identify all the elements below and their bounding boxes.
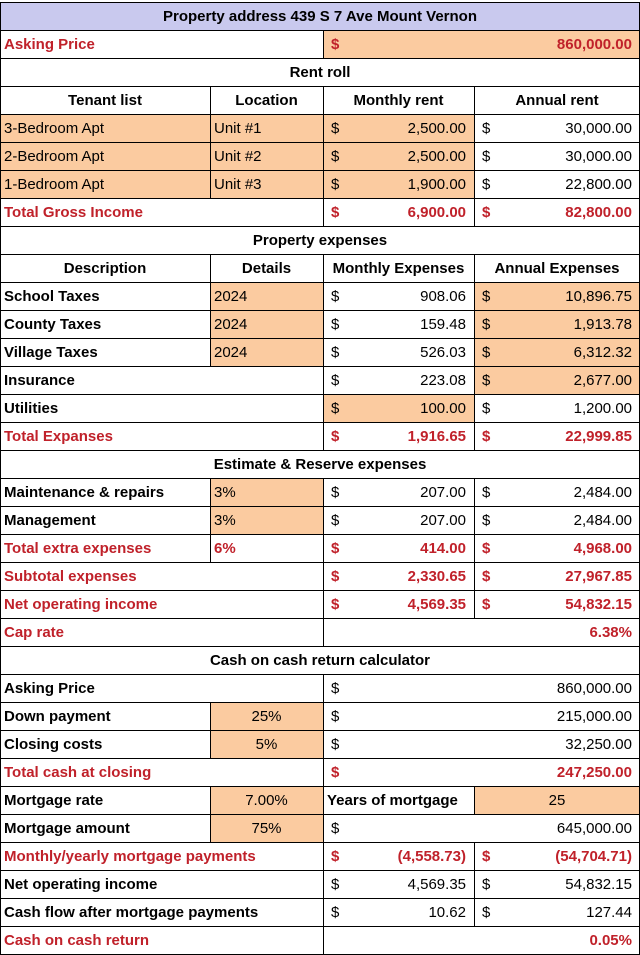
expense-description: School Taxes bbox=[4, 288, 100, 305]
grid-line bbox=[0, 58, 640, 59]
annual-reserve-cell[interactable] bbox=[474, 479, 640, 506]
currency-symbol: $ bbox=[331, 148, 340, 165]
reserve-percent-cell[interactable]: 3% bbox=[210, 507, 323, 534]
currency-symbol: $ bbox=[482, 540, 491, 557]
grid-line bbox=[210, 786, 211, 842]
total-gross-income-annual[interactable] bbox=[474, 199, 640, 226]
currency-symbol: $ bbox=[482, 316, 491, 333]
closing-costs-percent[interactable]: 5% bbox=[210, 731, 323, 758]
monthly-rent-value: 1,900.00 bbox=[407, 176, 466, 193]
col-header-description: Description bbox=[63, 260, 147, 277]
grid-line bbox=[474, 254, 475, 450]
currency-symbol: $ bbox=[331, 288, 340, 305]
mortgage-amount-percent[interactable]: 75% bbox=[210, 815, 323, 842]
grid-line bbox=[0, 170, 640, 171]
total-monthly-value: 1,916.65 bbox=[407, 428, 466, 445]
currency-symbol: $ bbox=[331, 120, 340, 137]
grid-line bbox=[0, 226, 640, 227]
total-annual-value: 22,999.85 bbox=[565, 428, 632, 445]
coc-noi-annual[interactable] bbox=[474, 871, 640, 898]
grid-line bbox=[323, 30, 324, 58]
cash-flow-monthly-value: 10.62 bbox=[428, 904, 466, 921]
noi-monthly-value: 4,569.35 bbox=[407, 596, 466, 613]
grid-line bbox=[0, 450, 640, 451]
closing-costs-label: Closing costs bbox=[4, 736, 103, 753]
coc-noi-monthly-value: 4,569.35 bbox=[407, 876, 466, 893]
currency-symbol: $ bbox=[331, 344, 340, 361]
currency-symbol: $ bbox=[331, 372, 340, 389]
annual-expense-cell[interactable] bbox=[474, 367, 640, 394]
currency-symbol: $ bbox=[331, 512, 340, 529]
annual-reserve-value: 2,484.00 bbox=[573, 484, 632, 501]
col-header-location: Location bbox=[235, 92, 298, 109]
annual-expense-value: 1,200.00 bbox=[573, 400, 632, 417]
grid-line bbox=[0, 926, 640, 927]
currency-symbol: $ bbox=[331, 708, 340, 725]
tenant-cell[interactable]: 3-Bedroom Apt bbox=[0, 115, 210, 142]
grid-line bbox=[0, 2, 1, 955]
annual-rent-value: 30,000.00 bbox=[565, 120, 632, 137]
subtotal-annual[interactable] bbox=[474, 563, 640, 590]
expense-details-cell[interactable]: 2024 bbox=[210, 283, 323, 310]
currency-symbol: $ bbox=[482, 848, 491, 865]
grid-line bbox=[0, 870, 640, 871]
grid-line bbox=[0, 702, 640, 703]
currency-symbol: $ bbox=[331, 36, 340, 53]
total-cash-at-closing-label: Total cash at closing bbox=[4, 764, 152, 781]
col-header-annual-rent: Annual rent bbox=[515, 92, 599, 109]
cap-rate-value[interactable]: 6.38% bbox=[589, 624, 632, 641]
expense-details-cell[interactable]: 2024 bbox=[210, 339, 323, 366]
subtotal-monthly[interactable] bbox=[323, 563, 474, 590]
cash-flow-monthly[interactable] bbox=[323, 899, 474, 926]
coc-noi-annual-value: 54,832.15 bbox=[565, 876, 632, 893]
asking-price-cell[interactable] bbox=[323, 31, 640, 58]
col-header-annual-expenses: Annual Expenses bbox=[494, 260, 620, 277]
total-monthly-value: 414.00 bbox=[420, 540, 466, 557]
grid-line bbox=[0, 506, 640, 507]
total-extra-percent[interactable]: 6% bbox=[214, 540, 236, 557]
tenant-cell[interactable]: 1-Bedroom Apt bbox=[0, 171, 210, 198]
total-annual-value: 82,800.00 bbox=[565, 204, 632, 221]
cash-flow-annual-value: 127.44 bbox=[586, 904, 632, 921]
grid-line bbox=[0, 478, 640, 479]
monthly-reserve-value: 207.00 bbox=[420, 484, 466, 501]
reserve-expenses-title: Estimate & Reserve expenses bbox=[213, 456, 427, 473]
total-extra-annual[interactable] bbox=[474, 535, 640, 562]
grid-line bbox=[0, 786, 640, 787]
annual-expense-value: 10,896.75 bbox=[565, 288, 632, 305]
page-title[interactable]: Property address 439 S 7 Ave Mount Vernon bbox=[0, 2, 640, 30]
currency-symbol: $ bbox=[331, 484, 340, 501]
monthly-expense-cell[interactable] bbox=[323, 367, 474, 394]
currency-symbol: $ bbox=[482, 148, 491, 165]
currency-symbol: $ bbox=[482, 204, 491, 221]
grid-line bbox=[210, 86, 211, 198]
monthly-expense-value: 908.06 bbox=[420, 288, 466, 305]
currency-symbol: $ bbox=[482, 344, 491, 361]
cash-flow-label: Cash flow after mortgage payments bbox=[4, 904, 259, 921]
location-cell[interactable]: Unit #2 bbox=[210, 143, 323, 170]
location-cell[interactable]: Unit #1 bbox=[210, 115, 323, 142]
currency-symbol: $ bbox=[482, 400, 491, 417]
expense-description: County Taxes bbox=[4, 316, 102, 333]
grid-line bbox=[210, 478, 211, 562]
noi-annual-value: 54,832.15 bbox=[565, 596, 632, 613]
coc-asking-price-cell[interactable] bbox=[323, 675, 640, 702]
annual-payment-value: (54,704.71) bbox=[555, 848, 632, 865]
total-expenses-label: Total Expanses bbox=[4, 428, 113, 445]
grid-line bbox=[0, 758, 640, 759]
total-expenses-monthly[interactable] bbox=[323, 423, 474, 450]
annual-rent-cell[interactable] bbox=[474, 143, 640, 170]
annual-expense-cell[interactable] bbox=[474, 339, 640, 366]
annual-reserve-cell[interactable] bbox=[474, 507, 640, 534]
cash-on-cash-return-label: Cash on cash return bbox=[4, 932, 150, 949]
annual-rent-cell[interactable] bbox=[474, 171, 640, 198]
total-gross-income-label: Total Gross Income bbox=[4, 204, 143, 221]
currency-symbol: $ bbox=[482, 120, 491, 137]
currency-symbol: $ bbox=[482, 372, 491, 389]
reserve-description: Management bbox=[4, 512, 96, 529]
mortgage-rate-value[interactable]: 7.00% bbox=[210, 787, 323, 814]
currency-symbol: $ bbox=[482, 288, 491, 305]
currency-symbol: $ bbox=[482, 176, 491, 193]
grid-line bbox=[0, 282, 640, 283]
net-operating-income-label: Net operating income bbox=[4, 596, 158, 613]
grid-line bbox=[0, 422, 640, 423]
currency-symbol: $ bbox=[482, 512, 491, 529]
total-extra-monthly[interactable] bbox=[323, 535, 474, 562]
currency-symbol: $ bbox=[331, 316, 340, 333]
grid-line bbox=[0, 618, 640, 619]
down-payment-value: 215,000.00 bbox=[556, 708, 632, 725]
currency-symbol: $ bbox=[331, 540, 340, 557]
expense-details-cell[interactable]: 2024 bbox=[210, 311, 323, 338]
currency-symbol: $ bbox=[482, 876, 491, 893]
grid-line bbox=[0, 534, 640, 535]
grid-line bbox=[0, 86, 640, 87]
currency-symbol: $ bbox=[331, 428, 340, 445]
down-payment-percent[interactable]: 25% bbox=[210, 703, 323, 730]
noi-monthly[interactable] bbox=[323, 591, 474, 618]
grid-line bbox=[0, 730, 640, 731]
mortgage-amount-value: 645,000.00 bbox=[556, 820, 632, 837]
reserve-percent-cell[interactable]: 3% bbox=[210, 479, 323, 506]
total-extra-expenses-label: Total extra expenses bbox=[4, 540, 152, 557]
noi-annual[interactable] bbox=[474, 591, 640, 618]
expense-description: Utilities bbox=[4, 400, 59, 417]
total-annual-value: 4,968.00 bbox=[573, 540, 632, 557]
tenant-cell[interactable]: 2-Bedroom Apt bbox=[0, 143, 210, 170]
monthly-rent-value: 2,500.00 bbox=[407, 148, 466, 165]
annual-expense-value: 6,312.32 bbox=[573, 344, 632, 361]
closing-costs-cell[interactable] bbox=[323, 731, 640, 758]
grid-line bbox=[0, 646, 640, 647]
total-monthly-value: 6,900.00 bbox=[407, 204, 466, 221]
coc-asking-price-value: 860,000.00 bbox=[556, 680, 632, 697]
annual-reserve-value: 2,484.00 bbox=[573, 512, 632, 529]
cap-rate-label: Cap rate bbox=[4, 624, 65, 641]
col-header-details: Details bbox=[241, 260, 292, 277]
monthly-expense-value: 526.03 bbox=[420, 344, 466, 361]
monthly-expense-cell[interactable] bbox=[323, 283, 474, 310]
subtotal-monthly-value: 2,330.65 bbox=[407, 568, 466, 585]
currency-symbol: $ bbox=[331, 596, 340, 613]
grid-line bbox=[0, 394, 640, 395]
col-header-tenant: Tenant list bbox=[68, 92, 142, 109]
currency-symbol: $ bbox=[482, 568, 491, 585]
expense-description: Insurance bbox=[4, 372, 75, 389]
annual-expense-value: 2,677.00 bbox=[573, 372, 632, 389]
currency-symbol: $ bbox=[331, 820, 340, 837]
monthly-expense-value: 223.08 bbox=[420, 372, 466, 389]
grid-line bbox=[474, 86, 475, 226]
grid-line bbox=[323, 254, 324, 450]
annual-expense-value: 1,913.78 bbox=[573, 316, 632, 333]
currency-symbol: $ bbox=[331, 736, 340, 753]
total-gross-income-monthly[interactable] bbox=[323, 199, 474, 226]
annual-expense-cell[interactable] bbox=[474, 311, 640, 338]
currency-symbol: $ bbox=[331, 176, 340, 193]
grid-line bbox=[0, 842, 640, 843]
coc-asking-price-label: Asking Price bbox=[4, 680, 95, 697]
reserve-description: Maintenance & repairs bbox=[4, 484, 165, 501]
years-of-mortgage-label: Years of mortgage bbox=[327, 792, 458, 809]
monthly-expense-value: 159.48 bbox=[420, 316, 466, 333]
annual-rent-value: 30,000.00 bbox=[565, 148, 632, 165]
monthly-rent-cell[interactable] bbox=[323, 171, 474, 198]
grid-line bbox=[0, 198, 640, 199]
monthly-expense-cell[interactable] bbox=[323, 339, 474, 366]
coc-noi-monthly[interactable] bbox=[323, 871, 474, 898]
grid-line bbox=[0, 254, 640, 255]
grid-line bbox=[0, 814, 640, 815]
currency-symbol: $ bbox=[331, 904, 340, 921]
years-of-mortgage-value[interactable]: 25 bbox=[474, 787, 640, 814]
annual-expense-cell[interactable] bbox=[474, 395, 640, 422]
mortgage-payments-monthly[interactable] bbox=[323, 843, 474, 870]
mortgage-payments-annual[interactable] bbox=[474, 843, 640, 870]
mortgage-amount-label: Mortgage amount bbox=[4, 820, 130, 837]
mortgage-rate-label: Mortgage rate bbox=[4, 792, 104, 809]
col-header-monthly-expenses: Monthly Expenses bbox=[332, 260, 465, 277]
location-cell[interactable]: Unit #3 bbox=[210, 171, 323, 198]
monthly-rent-cell[interactable] bbox=[323, 143, 474, 170]
grid-line bbox=[210, 254, 211, 366]
total-expenses-annual[interactable] bbox=[474, 423, 640, 450]
mortgage-payments-label: Monthly/yearly mortgage payments bbox=[4, 848, 256, 865]
cash-on-cash-title: Cash on cash return calculator bbox=[209, 652, 431, 669]
expense-description: Village Taxes bbox=[4, 344, 98, 361]
cash-on-cash-return-value[interactable]: 0.05% bbox=[589, 932, 632, 949]
grid-line bbox=[0, 674, 640, 675]
down-payment-label: Down payment bbox=[4, 708, 111, 725]
annual-rent-cell[interactable] bbox=[474, 115, 640, 142]
rent-roll-title: Rent roll bbox=[289, 64, 351, 81]
currency-symbol: $ bbox=[482, 428, 491, 445]
grid-line bbox=[0, 2, 640, 3]
coc-noi-label: Net operating income bbox=[4, 876, 158, 893]
asking-price-value: 860,000.00 bbox=[556, 36, 632, 53]
grid-line bbox=[210, 702, 211, 758]
grid-line bbox=[474, 842, 475, 926]
col-header-monthly-rent: Monthly rent bbox=[353, 92, 444, 109]
grid-line bbox=[323, 478, 324, 646]
annual-rent-value: 22,800.00 bbox=[565, 176, 632, 193]
monthly-rent-cell[interactable] bbox=[323, 115, 474, 142]
total-cash-value: 247,250.00 bbox=[556, 764, 632, 781]
currency-symbol: $ bbox=[331, 568, 340, 585]
grid-line bbox=[0, 30, 640, 31]
grid-line bbox=[0, 310, 640, 311]
grid-line bbox=[0, 142, 640, 143]
monthly-reserve-cell[interactable] bbox=[323, 479, 474, 506]
currency-symbol: $ bbox=[331, 400, 340, 417]
monthly-expense-cell[interactable] bbox=[323, 395, 474, 422]
grid-line bbox=[0, 114, 640, 115]
grid-line bbox=[474, 786, 475, 814]
closing-costs-value: 32,250.00 bbox=[565, 736, 632, 753]
subtotal-annual-value: 27,967.85 bbox=[565, 568, 632, 585]
grid-line bbox=[0, 562, 640, 563]
currency-symbol: $ bbox=[482, 484, 491, 501]
mortgage-amount-cell[interactable] bbox=[323, 815, 640, 842]
cash-flow-annual[interactable] bbox=[474, 899, 640, 926]
monthly-reserve-cell[interactable] bbox=[323, 507, 474, 534]
monthly-expense-value: 100.00 bbox=[420, 400, 466, 417]
currency-symbol: $ bbox=[482, 596, 491, 613]
currency-symbol: $ bbox=[331, 848, 340, 865]
currency-symbol: $ bbox=[331, 680, 340, 697]
grid-line bbox=[323, 86, 324, 226]
annual-expense-cell[interactable] bbox=[474, 283, 640, 310]
currency-symbol: $ bbox=[482, 904, 491, 921]
grid-line bbox=[0, 898, 640, 899]
grid-line bbox=[323, 674, 324, 955]
grid-line bbox=[0, 366, 640, 367]
asking-price-label: Asking Price bbox=[4, 36, 95, 53]
grid-line bbox=[0, 590, 640, 591]
monthly-rent-value: 2,500.00 bbox=[407, 120, 466, 137]
grid-line bbox=[0, 338, 640, 339]
property-expenses-title: Property expenses bbox=[252, 232, 388, 249]
currency-symbol: $ bbox=[331, 764, 340, 781]
total-cash-at-closing-cell[interactable] bbox=[323, 759, 640, 786]
monthly-payment-value: (4,558.73) bbox=[397, 848, 466, 865]
currency-symbol: $ bbox=[331, 876, 340, 893]
monthly-reserve-value: 207.00 bbox=[420, 512, 466, 529]
subtotal-expenses-label: Subtotal expenses bbox=[4, 568, 137, 585]
grid-line bbox=[474, 478, 475, 618]
monthly-expense-cell[interactable] bbox=[323, 311, 474, 338]
down-payment-cell[interactable] bbox=[323, 703, 640, 730]
currency-symbol: $ bbox=[331, 204, 340, 221]
